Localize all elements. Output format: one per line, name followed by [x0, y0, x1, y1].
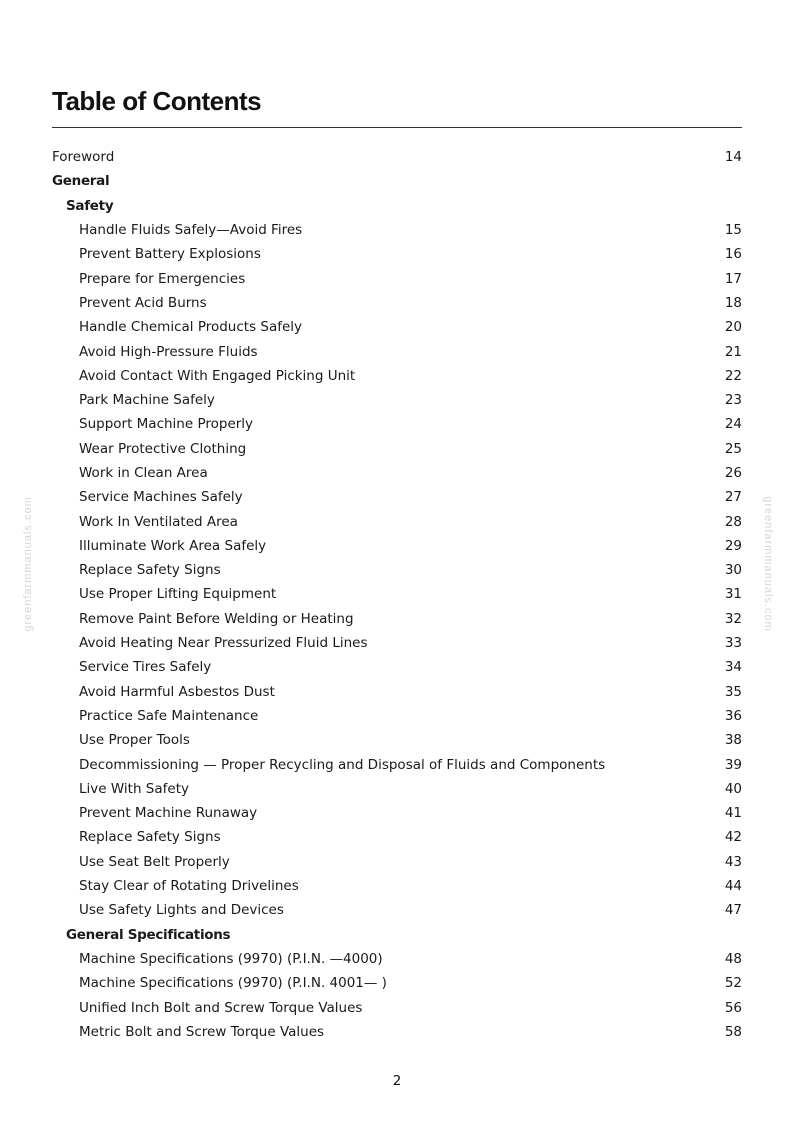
toc-section-heading — [52, 169, 742, 193]
toc-entry[interactable] — [52, 339, 742, 363]
toc-entry-label: Unified Inch Bolt and Screw Torque Values — [79, 999, 363, 1016]
toc-entry-label: Wear Protective Clothing — [79, 440, 247, 457]
toc-entry-label: Prevent Battery Explosions — [79, 246, 261, 263]
toc-entry-label: Handle Fluids Safely—Avoid Fires — [79, 222, 303, 239]
toc-entry-label: Remove Paint Before Welding or Heating — [79, 610, 354, 627]
toc-section-heading — [52, 923, 742, 947]
toc-entry-page: 56 — [724, 999, 742, 1016]
toc-entry-label: Prevent Acid Burns — [79, 294, 207, 311]
toc-entry-label: Practice Safe Maintenance — [79, 707, 259, 724]
toc-entry-page: 26 — [724, 465, 742, 481]
toc-entry-label: Avoid Harmful Asbestos Dust — [79, 683, 275, 700]
toc-entry-label: Service Tires Safely — [79, 659, 212, 676]
toc-entry[interactable] — [52, 947, 742, 971]
toc-entry[interactable] — [52, 509, 742, 533]
toc-entry-label: Replace Safety Signs — [79, 829, 221, 846]
toc-entry-label: Support Machine Properly — [79, 416, 254, 433]
toc-entry-page: 47 — [724, 902, 742, 919]
toc-entry-page: 44 — [724, 878, 742, 895]
toc-entry-page: 20 — [724, 319, 742, 336]
toc-entry-page: 24 — [724, 416, 742, 433]
toc-entry-page: 32 — [724, 610, 742, 627]
toc-entry-page: 48 — [724, 950, 742, 967]
toc-entry-page: 40 — [724, 780, 742, 797]
toc-entry[interactable] — [52, 995, 742, 1019]
toc-entry-page: 42 — [724, 829, 742, 846]
toc-entry[interactable] — [52, 242, 742, 266]
toc-entry[interactable] — [52, 704, 742, 728]
toc-entry[interactable] — [52, 461, 742, 485]
toc-entry-label: Avoid Contact With Engaged Picking Unit — [79, 367, 356, 384]
table-of-contents — [52, 145, 742, 1044]
toc-entry[interactable] — [52, 145, 742, 169]
toc-entry-page: 29 — [724, 537, 742, 554]
toc-entry-page: 58 — [724, 1023, 742, 1040]
toc-entry-page: 31 — [724, 586, 742, 603]
watermark-right: greenfarmmanuals.com — [762, 496, 774, 632]
toc-entry[interactable] — [52, 315, 742, 339]
toc-entry-page: 17 — [724, 270, 742, 287]
toc-entry-page: 43 — [724, 853, 742, 870]
toc-entry[interactable] — [52, 218, 742, 242]
toc-entry[interactable] — [52, 655, 742, 679]
toc-entry-page: 15 — [724, 222, 742, 239]
toc-entry[interactable] — [52, 728, 742, 752]
toc-entry-label: Avoid Heating Near Pressurized Fluid Lines — [79, 635, 368, 652]
toc-entry-label: Safety — [66, 197, 114, 214]
toc-entry-label: Stay Clear of Rotating Drivelines — [79, 878, 299, 895]
toc-section-heading — [52, 194, 742, 218]
toc-entry-label: Use Proper Lifting Equipment — [79, 586, 277, 603]
toc-entry-label: Use Proper Tools — [79, 732, 190, 749]
toc-entry-page: 52 — [724, 975, 742, 992]
watermark-left: greenfarmmanuals.com — [22, 496, 34, 632]
toc-entry-label: General Specifications — [66, 926, 231, 943]
toc-entry[interactable] — [52, 680, 742, 704]
toc-entry-page: 36 — [724, 707, 742, 724]
page-number: 2 — [392, 1073, 402, 1089]
toc-entry[interactable] — [52, 582, 742, 606]
toc-entry[interactable] — [52, 898, 742, 922]
toc-entry-label: Machine Specifications (9970) (P.I.N. —4000) — [79, 950, 383, 967]
toc-entry[interactable] — [52, 534, 742, 558]
toc-entry-label: General — [52, 173, 110, 190]
toc-entry[interactable] — [52, 412, 742, 436]
toc-entry-page: 30 — [724, 562, 742, 579]
toc-entry[interactable] — [52, 1020, 742, 1044]
toc-entry-label: Park Machine Safely — [79, 392, 215, 409]
toc-entry-page: 27 — [724, 489, 742, 506]
toc-entry-label: Decommissioning — Proper Recycling and Disposal of Fluids and Components — [79, 756, 606, 773]
toc-entry-page: 28 — [724, 513, 742, 530]
toc-entry-label: Handle Chemical Products Safely — [79, 319, 303, 336]
toc-entry-label: Prevent Machine Runaway — [79, 805, 258, 822]
toc-entry-label: Replace Safety Signs — [79, 562, 221, 579]
toc-entry-page: 23 — [724, 392, 742, 409]
toc-entry-label: Work In Ventilated Area — [79, 513, 238, 530]
toc-entry[interactable] — [52, 266, 742, 290]
toc-entry-label: Illuminate Work Area Safely — [79, 537, 267, 554]
toc-entry-page: 16 — [724, 246, 742, 263]
toc-entry[interactable] — [52, 388, 742, 412]
toc-entry[interactable] — [52, 874, 742, 898]
toc-entry[interactable] — [52, 607, 742, 631]
toc-entry-label: Use Safety Lights and Devices — [79, 902, 284, 919]
toc-entry[interactable] — [52, 850, 742, 874]
toc-entry[interactable] — [52, 291, 742, 315]
toc-entry[interactable] — [52, 631, 742, 655]
toc-entry-page: 33 — [724, 635, 742, 652]
page-title: Table of Contents — [52, 86, 262, 116]
toc-entry[interactable] — [52, 825, 742, 849]
toc-entry-page: 21 — [724, 343, 742, 360]
toc-entry-label: Avoid High-Pressure Fluids — [79, 343, 258, 360]
toc-entry-page: 41 — [724, 805, 742, 822]
toc-entry-page: 35 — [724, 683, 742, 700]
toc-entry[interactable] — [52, 485, 742, 509]
toc-entry-label: Foreword — [52, 149, 115, 166]
toc-entry-label: Metric Bolt and Screw Torque Values — [79, 1023, 325, 1040]
toc-entry-label: Live With Safety — [79, 780, 189, 797]
toc-entry-page: 18 — [724, 294, 742, 311]
toc-entry-label: Use Seat Belt Properly — [79, 853, 230, 870]
toc-entry-page: 38 — [724, 732, 742, 749]
toc-entry-label: Prepare for Emergencies — [79, 270, 246, 287]
toc-entry[interactable] — [52, 752, 742, 776]
toc-entry[interactable] — [52, 364, 742, 388]
toc-entry[interactable] — [52, 801, 742, 825]
toc-entry-page: 22 — [724, 367, 742, 384]
toc-entry-page: 14 — [724, 149, 742, 166]
toc-entry[interactable] — [52, 971, 742, 995]
toc-entry-label: Work in Clean Area — [79, 465, 208, 481]
toc-entry-page: 25 — [724, 440, 742, 457]
toc-entry[interactable] — [52, 777, 742, 801]
title-divider — [52, 127, 742, 128]
toc-entry-page: 39 — [724, 756, 742, 773]
toc-entry-label: Machine Specifications (9970) (P.I.N. 4001— ) — [79, 975, 387, 992]
toc-entry-label: Service Machines Safely — [79, 489, 243, 506]
toc-entry[interactable] — [52, 558, 742, 582]
toc-entry[interactable] — [52, 437, 742, 461]
toc-entry-page: 34 — [724, 659, 742, 676]
